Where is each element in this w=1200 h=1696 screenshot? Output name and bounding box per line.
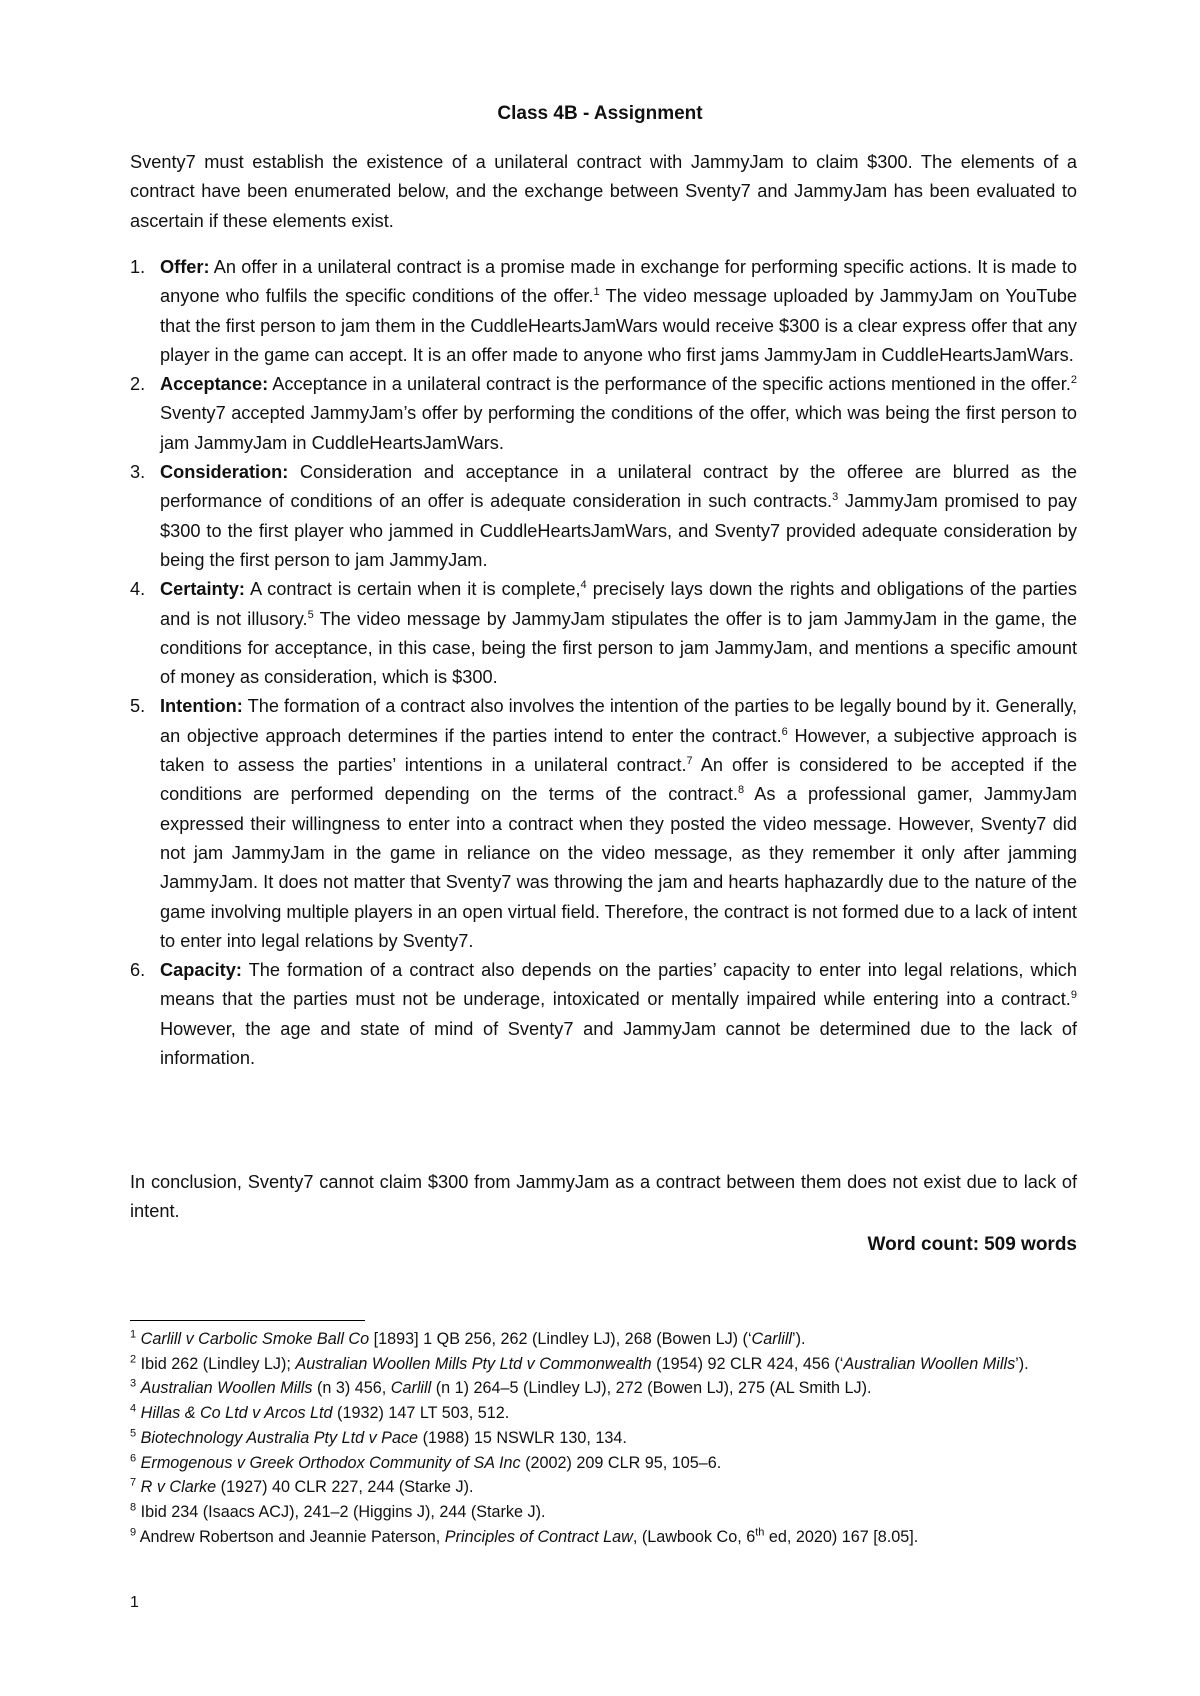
list-item-number: 2. [130, 374, 146, 395]
footnote-separator [130, 1320, 365, 1321]
footnote-text: (1932) 147 LT 503, 512. [332, 1404, 510, 1423]
footnote-text: , (Lawbook Co, 6 [632, 1527, 756, 1546]
list-item-footnote-ref: 7 [686, 754, 693, 767]
footnote-text: (1988) 15 NSWLR 130, 134. [418, 1428, 627, 1447]
footnote-footnote-ref: 5 [130, 1427, 137, 1440]
footnote-text: (n 1) 264–5 (Lindley LJ), 272 (Bowen LJ), 275 (AL Smith LJ). [431, 1379, 872, 1398]
list-item-number: 6. [130, 960, 146, 981]
list-item [130, 956, 1077, 1073]
footnote-text: ed, 2020) 167 [8.05]. [764, 1527, 919, 1546]
list-item-text: Acceptance in a unilateral contract is the performance of the specific actions mentioned in the offer. [268, 374, 1071, 395]
footnote [130, 1451, 1077, 1476]
footnote-text: Ibid 262 (Lindley LJ); [136, 1354, 296, 1373]
list-item-term: Intention: [160, 696, 243, 717]
list-item-text: As a professional gamer, JammyJam expressed their willingness to enter into a contract when they posted the video message. However, Sventy7 did not jam JammyJam in the game in reliance on the video message, as they remember it only after jamming JammyJam. It does not matter that Sventy7 was throwing the jam and hearts haphazardly due to the nature of the game involving multiple players in an open virtual field. Therefore, the contract is not formed due to a lack of intent to enter into legal relations by Sventy7. [160, 784, 1078, 951]
footnote-case-name: Carlill [390, 1379, 432, 1398]
document-title: Class 4B - Assignment [497, 103, 703, 124]
footnote-footnote-ref: 1 [130, 1328, 137, 1341]
list-item-text: JammyJam promised to pay $300 to the first player who jammed in CuddleHeartsJamWars, and Sventy7 provided adequate consideration by being the first person to jam JammyJam. [160, 491, 1077, 570]
footnote [130, 1475, 1077, 1500]
list-item-number: 3. [130, 462, 146, 483]
footnote-case-name: Principles of Contract Law [444, 1527, 633, 1546]
list-item-text: The video message uploaded by JammyJam on YouTube that the first person to jam them in the CuddleHeartsJamWars would receive $300 is a clear express offer that any player in the game can accept. It is an offer made to anyone who first jams JammyJam in CuddleHeartsJamWars. [160, 286, 1077, 365]
list-item [130, 458, 1077, 575]
list-item-text: The formation of a contract also involves the intention of the parties to be legally bound by it. Generally, an objective approach determines if the parties intend to enter the contract. [160, 696, 1077, 746]
list-item-text: Consideration and acceptance in a unilateral contract by the offeree are blurred as the performance of conditions of an offer is adequate consideration in such contracts. [160, 462, 1077, 512]
footnote-footnote-ref: 7 [130, 1476, 137, 1489]
footnote-footnote-ref: th [755, 1526, 765, 1539]
footnote-case-name: Australian Woollen Mills Pty Ltd v Commonwealth [295, 1354, 652, 1373]
list-item-footnote-ref: 9 [1070, 989, 1077, 1002]
list-item-text: A contract is certain when it is complete, [244, 579, 581, 600]
footnote [130, 1376, 1077, 1401]
footnote-case-name: Biotechnology Australia Pty Ltd v Pace [140, 1428, 419, 1447]
footnote-text: ’). [1015, 1354, 1029, 1373]
footnote-case-name: Australian Woollen Mills [843, 1354, 1016, 1373]
footnote-text: (n 3) 456, [312, 1379, 391, 1398]
list-item-text: An offer in a unilateral contract is a promise made in exchange for performing specific actions. It is made to anyone who fulfils the specific conditions of the offer. [160, 257, 1077, 307]
footnote-case-name: Ermogenous v Greek Orthodox Community of SA Inc [140, 1453, 521, 1472]
footnote-text: (2002) 209 CLR 95, 105–6. [520, 1453, 722, 1472]
footnote [130, 1352, 1077, 1377]
list-item-footnote-ref: 1 [593, 286, 600, 299]
footnote-text: [1893] 1 QB 256, 262 (Lindley LJ), 268 (Bowen LJ) (‘ [369, 1330, 752, 1348]
list-item-term: Offer: [160, 257, 210, 277]
word-count [130, 1234, 1077, 1256]
list-item-text: An offer is considered to be accepted if the conditions are performed depending on the terms of the contract. [160, 755, 1077, 805]
word-count-value: 509 words [984, 1234, 1077, 1255]
list-item-footnote-ref: 4 [580, 579, 587, 592]
footnote-footnote-ref: 3 [130, 1378, 137, 1391]
list-item-footnote-ref: 5 [307, 608, 314, 621]
list-item-footnote-ref: 6 [781, 725, 788, 738]
list-item-term: Capacity: [160, 960, 242, 981]
list-item-footnote-ref: 3 [832, 491, 839, 504]
footnote-text: Andrew Robertson and Jeannie Paterson, [136, 1527, 445, 1546]
list-item-text: However, a subjective approach is taken to assess the parties’ intentions in a unilateral contract. [160, 725, 1077, 776]
footnote [130, 1327, 1077, 1352]
intro-paragraph: Sventy7 must establish the existence of a unilateral contract with JammyJam to claim $300. The elements of a contract have been enumerated below, and the exchange between Sventy7 and JammyJam has been evaluated to ascertain if these elements exist. [130, 152, 1077, 231]
footnote-footnote-ref: 2 [130, 1353, 137, 1366]
list-item-term: Acceptance: [160, 374, 269, 395]
list-item-number: 5. [130, 696, 146, 717]
list-item-footnote-ref: 2 [1070, 374, 1077, 387]
list-item-footnote-ref: 8 [737, 784, 745, 797]
footnote-case-name: Carlill [751, 1330, 793, 1348]
contract-elements-list [130, 253, 1077, 1073]
footnote [130, 1525, 1077, 1550]
footnote-footnote-ref: 6 [130, 1452, 137, 1465]
footnote-case-name: Hillas & Co Ltd v Arcos Ltd [140, 1404, 333, 1423]
list-item [130, 370, 1077, 458]
footnote-text: ’). [792, 1330, 806, 1348]
list-item-term: Certainty: [160, 579, 245, 600]
footnote-case-name: Carlill v Carbolic Smoke Ball Co [140, 1330, 370, 1348]
list-item-text: Sventy7 accepted JammyJam’s offer by performing the conditions of the offer, which was being the first person to jam JammyJam in CuddleHeartsJamWars. [160, 403, 1077, 453]
list-item [130, 253, 1077, 370]
list-item-number: 1. [130, 257, 146, 277]
list-item-text: However, the age and state of mind of Sventy7 and JammyJam cannot be determined due to the lack of information. [160, 1018, 1077, 1069]
list-item [130, 575, 1077, 692]
list-item-number: 4. [130, 579, 146, 600]
footnote-case-name: R v Clarke [140, 1478, 217, 1497]
footnote [130, 1500, 1077, 1525]
footnote-footnote-ref: 9 [130, 1526, 137, 1539]
footnote-text: Ibid 234 (Isaacs ACJ), 241–2 (Higgins J), 244 (Starke J). [136, 1502, 546, 1521]
list-item-text: precisely lays down the rights and obligations of the parties and is not illusory. [160, 579, 1077, 629]
footnote-text: (1954) 92 CLR 424, 456 (‘ [651, 1354, 844, 1373]
conclusion-paragraph: In conclusion, Sventy7 cannot claim $300 from JammyJam as a contract between them does not exist due to lack of intent. [130, 1172, 1077, 1222]
footnotes [130, 1327, 1077, 1549]
footnote [130, 1401, 1077, 1426]
list-item-term: Consideration: [160, 462, 289, 483]
list-item [130, 692, 1077, 956]
footnote-footnote-ref: 8 [130, 1501, 137, 1514]
footnote-case-name: Australian Woollen Mills [140, 1379, 313, 1398]
list-item-text: The video message by JammyJam stipulates the offer is to jam JammyJam in the game, the conditions for acceptance, in this case, being the first person to jam JammyJam, and mentions a specific amount of money as consideration, which is $300. [160, 608, 1077, 688]
footnote [130, 1426, 1077, 1451]
page-number: 1 [130, 1594, 139, 1611]
footnote-footnote-ref: 4 [130, 1402, 137, 1415]
list-item-text: The formation of a contract also depends on the parties’ capacity to enter into legal relations, which means that the parties must not be underage, intoxicated or mentally impaired while entering into a contract. [160, 960, 1077, 1010]
word-count-label: Word count: [867, 1234, 980, 1255]
footnote-text: (1927) 40 CLR 227, 244 (Starke J). [216, 1478, 474, 1497]
